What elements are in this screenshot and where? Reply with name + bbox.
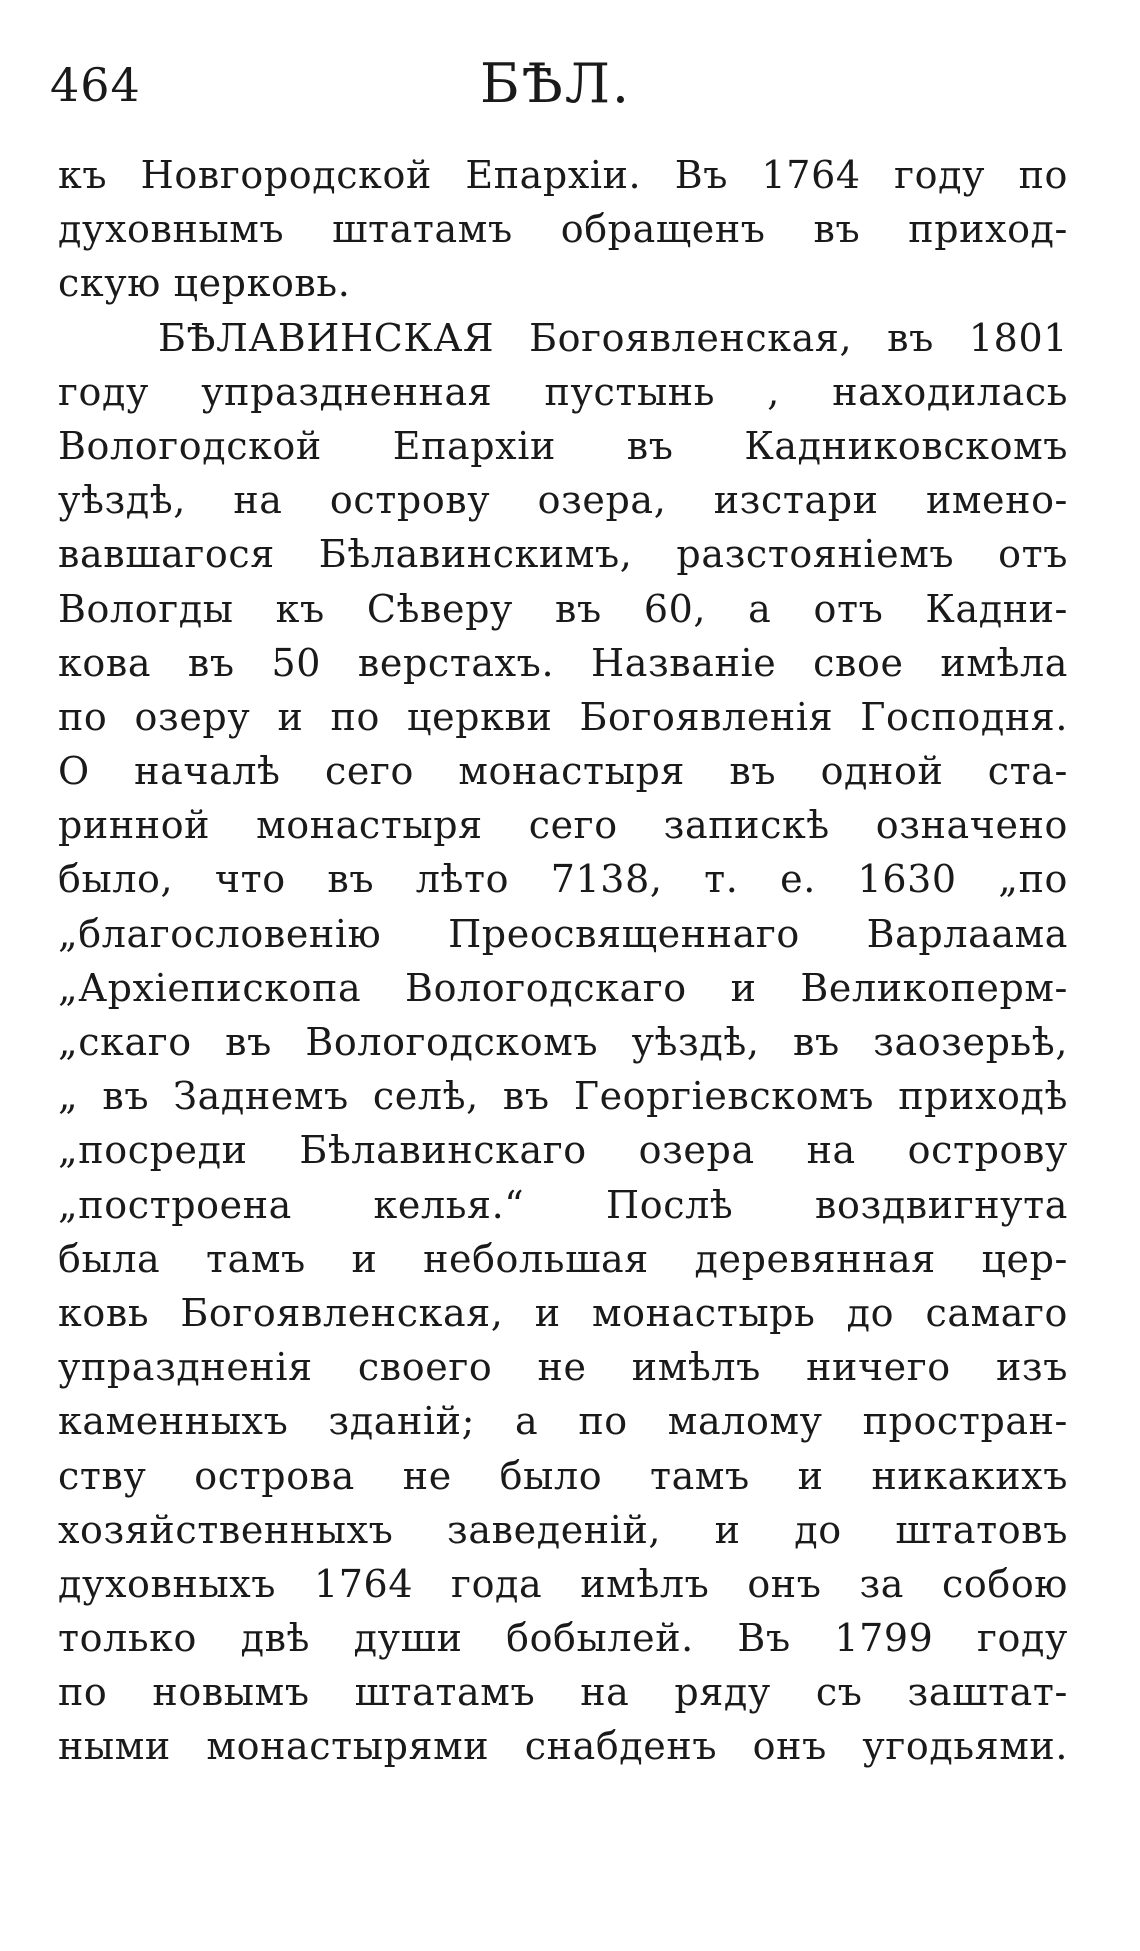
text-line: по озеру и по церкви Богоявленiя Господня.: [58, 694, 1068, 739]
text-line: скую церковь.: [58, 261, 351, 306]
text-line: духовнымъ штатамъ обращенъ въ приход-: [58, 207, 1068, 252]
body-text: [58, 148, 1068, 1774]
text-line: только двѣ души бобылей. Въ 1799 году: [58, 1616, 1068, 1661]
text-line: вавшагося Бѣлавинскимъ, разстоянiемъ отъ: [58, 532, 1068, 577]
text-line: кова въ 50 верстахъ. Названiе свое имѣла: [58, 640, 1068, 685]
text-line: упраздненiя своего не имѣлъ ничего изъ: [58, 1345, 1068, 1390]
text-line: ковь Богоявленская, и монастырь до самаго: [58, 1290, 1068, 1335]
text-line: по новымъ штатамъ на ряду съ заштат-: [58, 1670, 1068, 1715]
text-line: къ Новгородской Епархiи. Въ 1764 году по: [58, 153, 1068, 197]
text-line: ными монастырями снабденъ онъ угодьями.: [58, 1724, 1068, 1769]
text-line: Вологды къ Сѣверу въ 60, а отъ Кадни-: [58, 586, 1068, 631]
text-line: „благословенiю Преосвященнаго Варлаама: [58, 911, 1068, 956]
text-line: „Архiепископа Вологодскаго и Великоперм-: [58, 965, 1068, 1010]
page-number: 464: [50, 58, 141, 112]
text-line: каменныхъ зданiй; а по малому простран-: [58, 1399, 1068, 1444]
text-line: была тамъ и небольшая деревянная цер-: [58, 1236, 1068, 1281]
text-line: уѣздѣ, на острову озера, изстари имено-: [58, 478, 1068, 523]
text-line: Вологодской Епархiи въ Кадниковскомъ: [58, 423, 1068, 468]
text-line: ству острова не было тамъ и никакихъ: [58, 1453, 1068, 1498]
text-line: было, что въ лѣто 7138, т. е. 1630 „по: [58, 857, 1068, 902]
text-line: хозяйственныхъ заведенiй, и до штатовъ: [58, 1507, 1068, 1552]
text-line: году упраздненная пустынь , находилась: [58, 369, 1068, 414]
text-line: „скаго въ Вологодскомъ уѣздѣ, въ заозерьѣ,: [58, 1020, 1068, 1064]
text-line: „посреди Бѣлавинскаго озера на острову: [58, 1128, 1068, 1173]
text-line: „построена келья.“ Послѣ воздвигнута: [58, 1182, 1068, 1227]
text-line: ринной монастыря сего запискѣ означено: [58, 803, 1068, 848]
text-line: духовныхъ 1764 года имѣлъ онъ за собою: [58, 1561, 1068, 1606]
text-line: О началѣ сего монастыря въ одной ста-: [58, 749, 1068, 794]
running-head: БѢЛ.: [480, 52, 632, 115]
text-line: „ въ Заднемъ селѣ, въ Георгiевскомъ приходѣ: [58, 1074, 1068, 1119]
text-line: БѢЛАВИНСКАЯ Богоявленская, въ 1801: [158, 315, 1068, 360]
